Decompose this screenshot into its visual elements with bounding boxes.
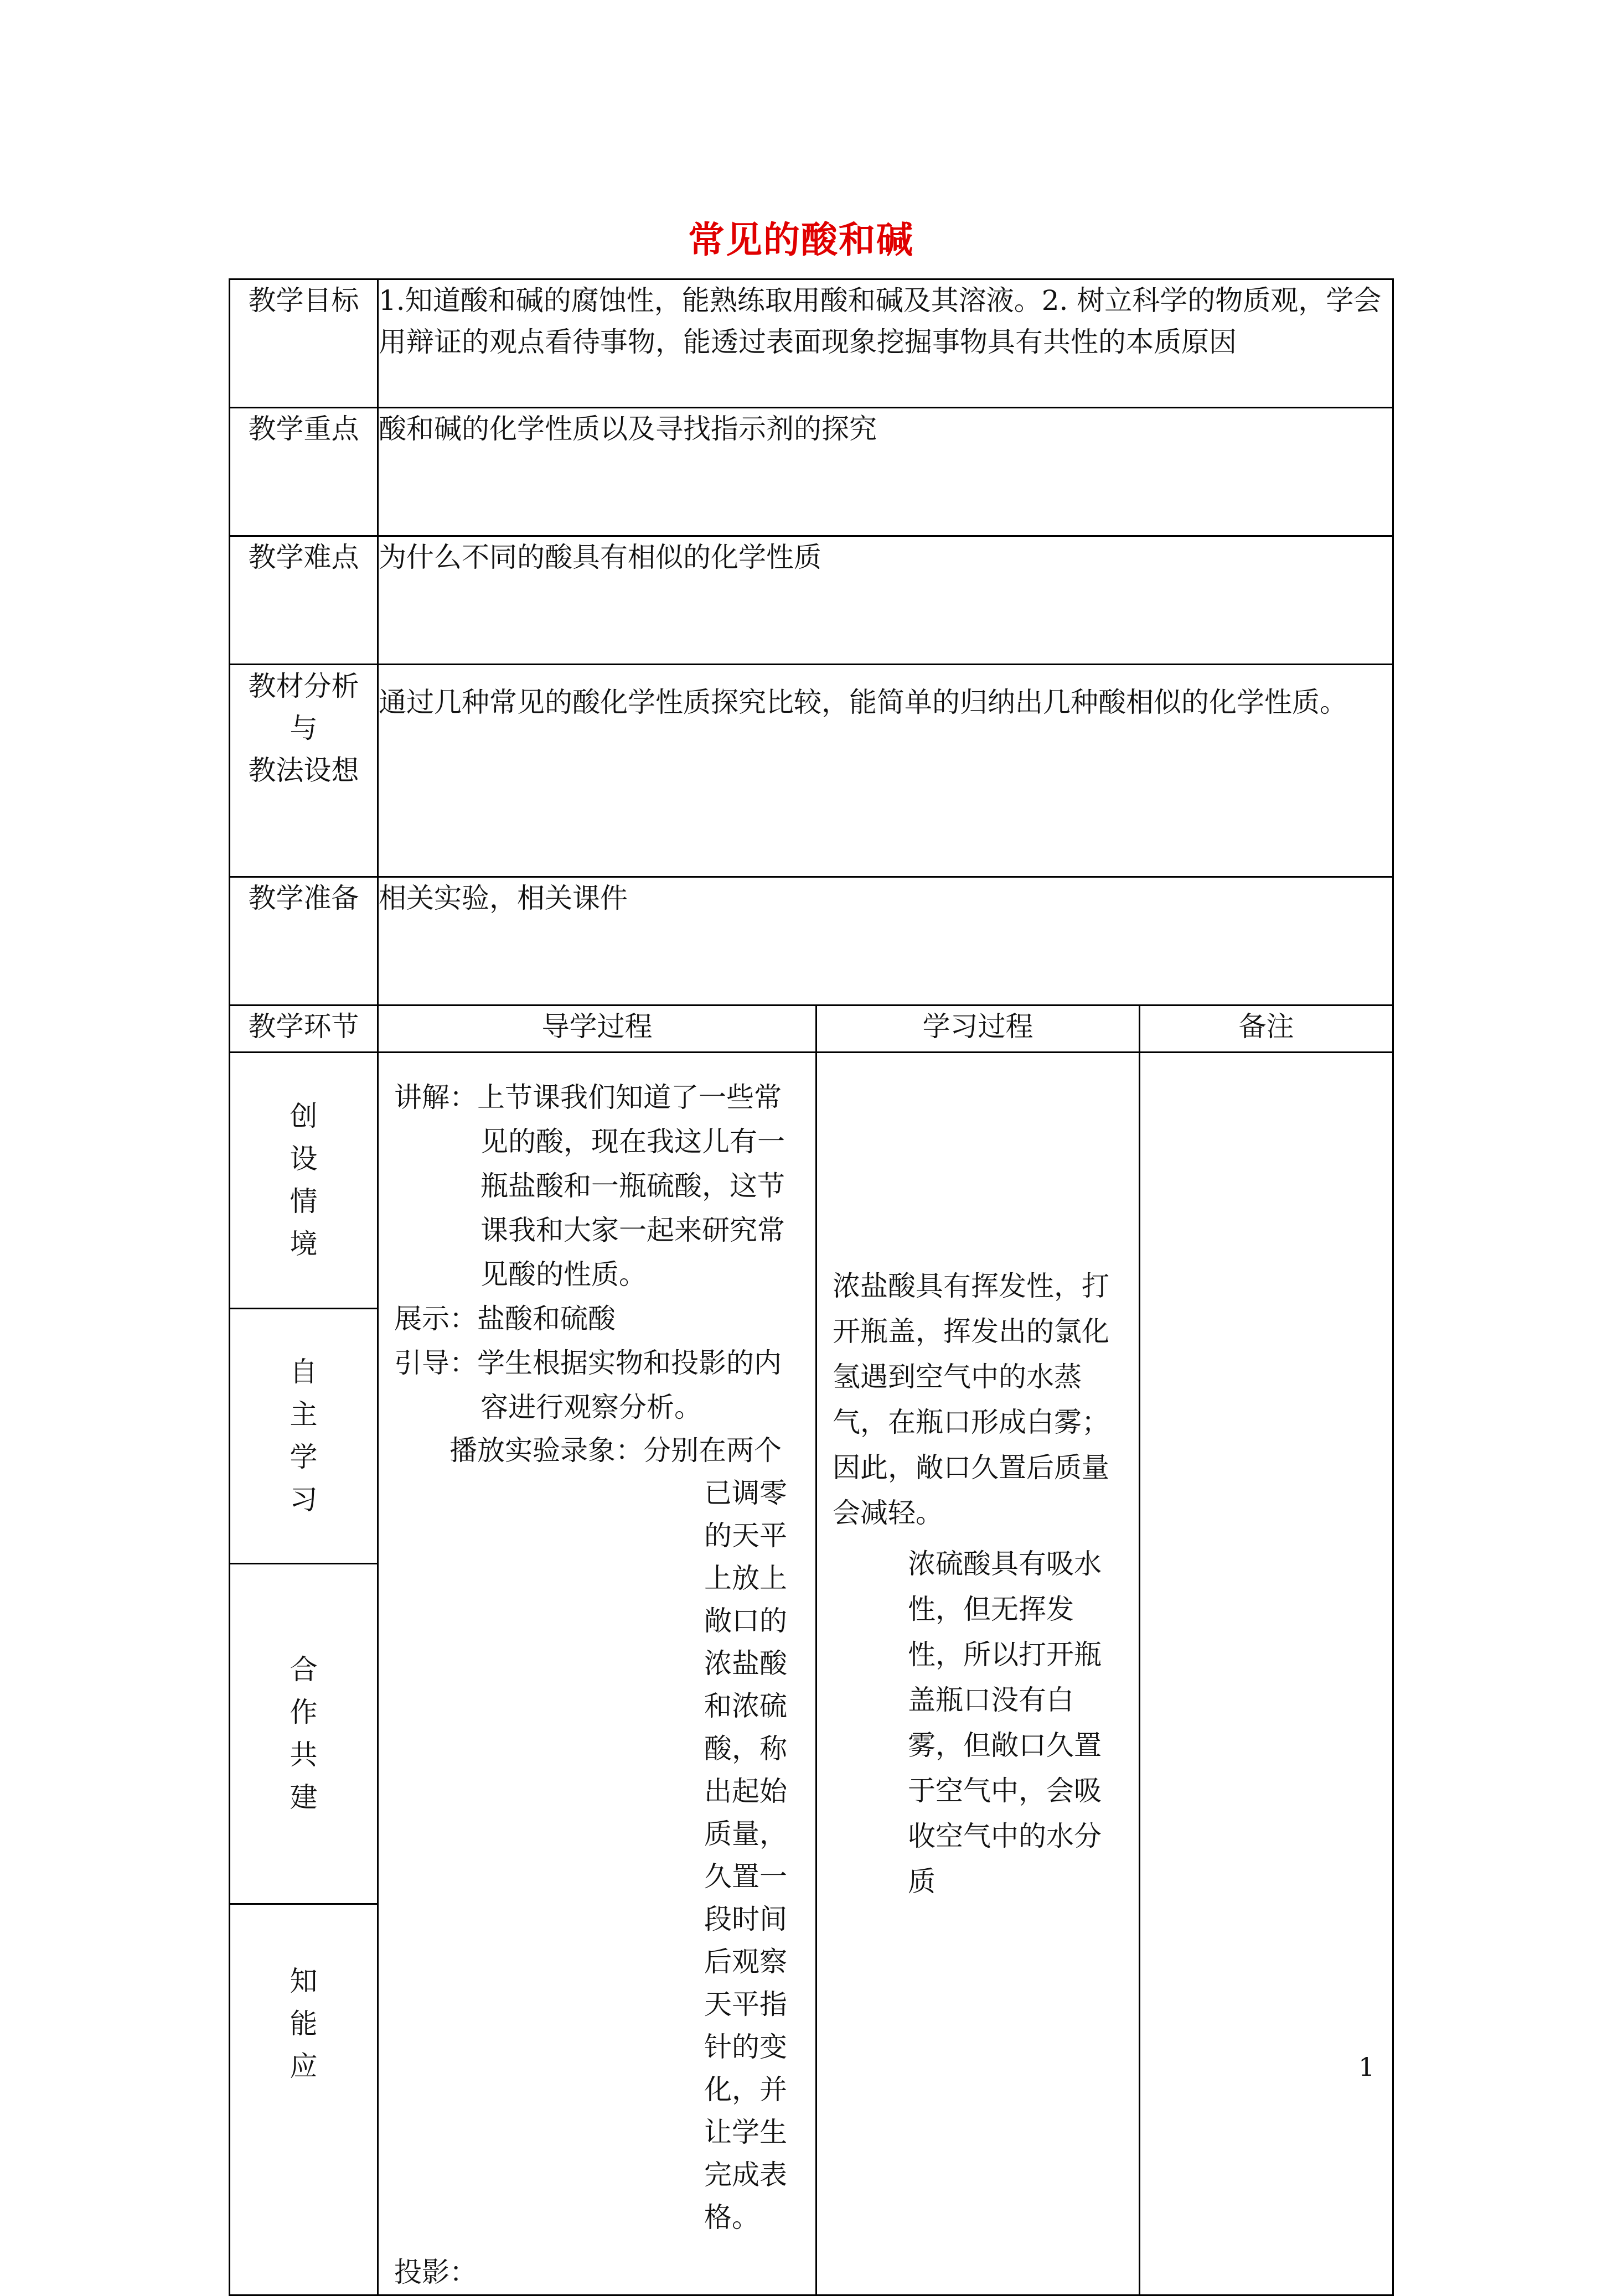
header-guide: 导学过程 xyxy=(378,1006,816,1053)
label-analysis-line-2: 与 xyxy=(290,712,318,744)
row-objectives xyxy=(230,279,1393,408)
learning-h2so4: 浓硫酸具有吸水性，但无挥发性，所以打开瓶盖瓶口没有白雾，但敞口久置于空气中，会吸收空气中的水分质 xyxy=(908,1548,1102,1898)
process-body-row xyxy=(230,1053,1393,2295)
page-number: 1 xyxy=(1358,2052,1375,2082)
row-analysis xyxy=(230,665,1393,877)
lesson-plan-table xyxy=(229,278,1394,2296)
label-analysis-line-3: 教法设想 xyxy=(248,754,359,786)
stage-scenario-text: 创 设 情 境 xyxy=(290,1100,318,1260)
stage-cooperation-text: 合 作 共 建 xyxy=(290,1654,318,1813)
process-header-row xyxy=(230,1006,1393,1053)
content-analysis: 通过几种常见的酸化学性质探究比较，能简单的归纳出几种酸相似的化学性质。 xyxy=(378,665,1393,877)
stage-cooperation xyxy=(230,1564,377,1905)
learning-column xyxy=(816,1053,1140,2295)
document-title: 常见的酸和碱 xyxy=(688,218,914,261)
guide-lead: 引导：学生根据实物和投影的内容进行观察分析。 xyxy=(394,1347,782,1423)
label-objectives: 教学目标 xyxy=(230,279,378,408)
guide-replay: 播放实验录象：分别在两个已调零的天平上放上敞口的浓盐酸和浓硫酸，称出起始质量，久置一段时间后观察天平指针的变化，并让学生完成表格。 xyxy=(449,1434,787,2233)
guide-explain: 讲解：上节课我们知道了一些常见的酸，现在我这儿有一瓶盐酸和一瓶硫酸，这节课我和大家一起来研究常见酸的性质。 xyxy=(394,1081,785,1290)
content-objectives: 1.知道酸和碱的腐蚀性，能熟练取用酸和碱及其溶液。2. 树立科学的物质观，学会用辩证的观点看待事物，能透过表面现象挖掘事物具有共性的本质原因 xyxy=(378,279,1393,408)
label-preparation: 教学准备 xyxy=(230,877,378,1006)
label-key-points: 教学重点 xyxy=(230,408,378,536)
guide-display: 展示：盐酸和硫酸 xyxy=(394,1303,616,1335)
notes-column xyxy=(1140,1053,1393,2295)
stage-application-text: 知 能 应 xyxy=(290,1965,318,2082)
label-analysis-line-1: 教材分析 xyxy=(248,670,359,702)
row-preparation xyxy=(230,877,1393,1006)
header-learning: 学习过程 xyxy=(816,1006,1140,1053)
guide-projection: 投影： xyxy=(394,2256,477,2288)
stage-self-study xyxy=(230,1309,377,1564)
content-preparation: 相关实验，相关课件 xyxy=(378,877,1393,1006)
label-difficulties: 教学难点 xyxy=(230,536,378,665)
stage-scenario xyxy=(230,1053,377,1309)
header-stage: 教学环节 xyxy=(230,1006,378,1053)
learning-hcl: 浓盐酸具有挥发性，打开瓶盖，挥发出的氯化氢遇到空气中的水蒸气，在瓶口形成白雾；因此，敞口久置后质量会减轻。 xyxy=(833,1270,1109,1529)
stage-application xyxy=(230,1905,377,2294)
guide-column xyxy=(378,1053,816,2295)
label-analysis xyxy=(230,665,378,877)
stage-self-study-text: 自 主 学 习 xyxy=(290,1356,318,1516)
stage-column xyxy=(230,1053,378,2295)
content-difficulties: 为什么不同的酸具有相似的化学性质 xyxy=(378,536,1393,665)
row-difficulties xyxy=(230,536,1393,665)
header-notes: 备注 xyxy=(1140,1006,1393,1053)
row-key-points xyxy=(230,408,1393,536)
content-key-points: 酸和碱的化学性质以及寻找指示剂的探究 xyxy=(378,408,1393,536)
